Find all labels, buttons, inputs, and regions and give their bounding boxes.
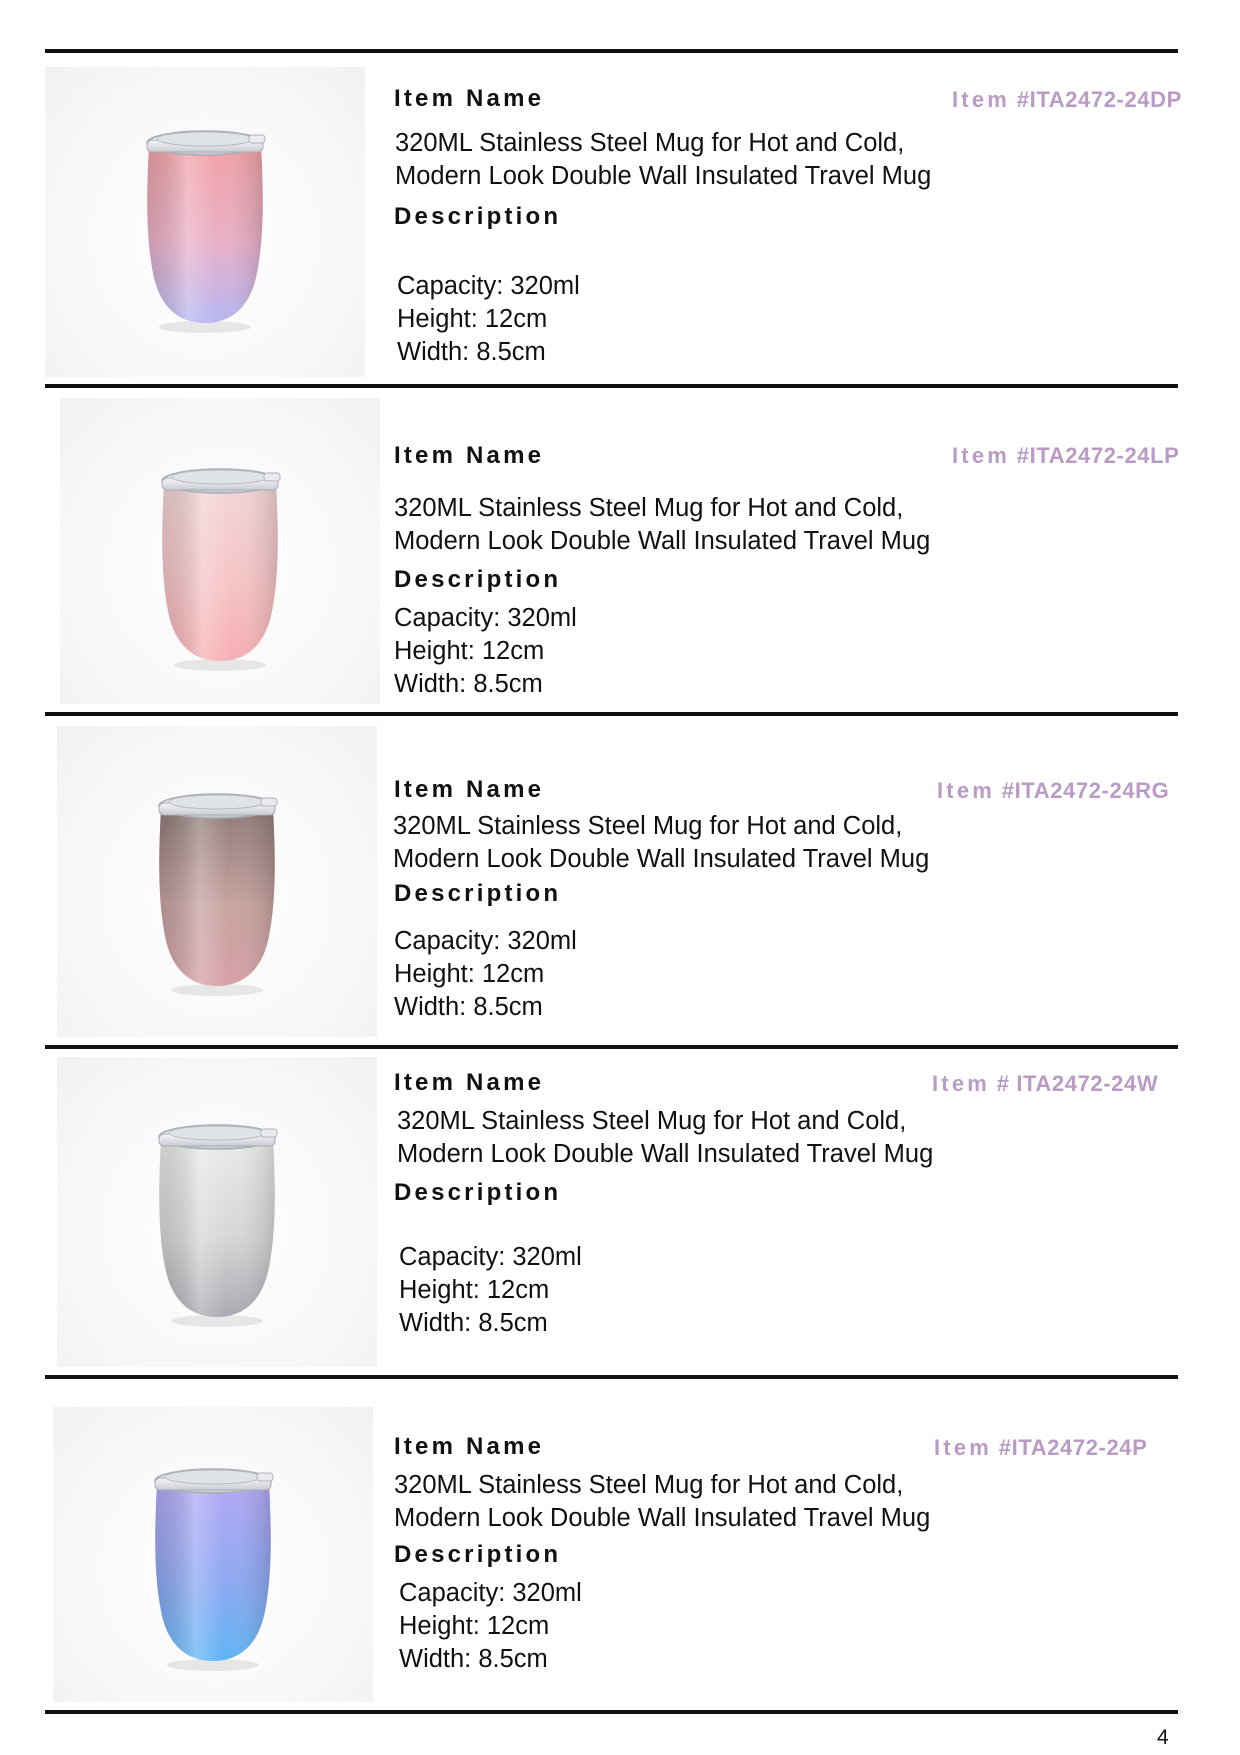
product-photo bbox=[60, 398, 380, 704]
product-name: 320ML Stainless Steel Mug for Hot and Cold, Modern Look Double Wall Insulated Travel Mug bbox=[394, 494, 931, 555]
mug-image bbox=[153, 1117, 281, 1329]
mug-image bbox=[149, 1461, 277, 1673]
mug-image bbox=[153, 786, 281, 998]
product-name: 320ML Stainless Steel Mug for Hot and Cold, Modern Look Double Wall Insulated Travel Mug bbox=[393, 812, 930, 873]
item-name-label: Item Name bbox=[394, 1069, 545, 1096]
product-entry bbox=[45, 1051, 1195, 1371]
item-name-label: Item Name bbox=[394, 1433, 545, 1460]
description-label: Description bbox=[394, 566, 562, 593]
divider-rule bbox=[45, 49, 1178, 53]
product-specs: Capacity: 320ml Height: 12cm Width: 8.5cm bbox=[399, 1243, 582, 1337]
product-photo bbox=[45, 67, 365, 377]
product-photo bbox=[57, 1057, 377, 1367]
divider-rule bbox=[45, 1375, 1178, 1379]
item-number: Item #ITA2472-24P bbox=[934, 1435, 1148, 1460]
divider-rule bbox=[45, 1710, 1178, 1714]
divider-rule bbox=[45, 384, 1178, 388]
item-number: Item # ITA2472-24W bbox=[932, 1071, 1159, 1096]
divider-rule bbox=[45, 1045, 1178, 1049]
description-label: Description bbox=[394, 880, 562, 907]
product-photo bbox=[57, 726, 377, 1037]
description-label: Description bbox=[394, 203, 562, 230]
mug-image bbox=[141, 123, 269, 335]
product-entry bbox=[45, 55, 1195, 380]
product-photo bbox=[53, 1407, 373, 1702]
product-specs: Capacity: 320ml Height: 12cm Width: 8.5cm bbox=[397, 272, 580, 366]
product-entry bbox=[45, 1381, 1195, 1706]
page-number: 4 bbox=[1157, 1726, 1169, 1749]
item-number: Item #ITA2472-24LP bbox=[952, 443, 1180, 468]
product-entry bbox=[45, 718, 1195, 1041]
item-name-label: Item Name bbox=[394, 442, 545, 469]
item-name-label: Item Name bbox=[394, 85, 545, 112]
product-name: 320ML Stainless Steel Mug for Hot and Cold, Modern Look Double Wall Insulated Travel Mug bbox=[395, 129, 932, 190]
item-number: Item #ITA2472-24RG bbox=[937, 778, 1170, 803]
product-entry bbox=[45, 390, 1195, 708]
product-specs: Capacity: 320ml Height: 12cm Width: 8.5cm bbox=[394, 927, 577, 1021]
divider-rule bbox=[45, 712, 1178, 716]
description-label: Description bbox=[394, 1179, 562, 1206]
product-specs: Capacity: 320ml Height: 12cm Width: 8.5cm bbox=[399, 1579, 582, 1673]
product-name: 320ML Stainless Steel Mug for Hot and Cold, Modern Look Double Wall Insulated Travel Mug bbox=[394, 1471, 931, 1532]
item-number: Item #ITA2472-24DP bbox=[952, 87, 1182, 112]
item-name-label: Item Name bbox=[394, 776, 545, 803]
product-name: 320ML Stainless Steel Mug for Hot and Cold, Modern Look Double Wall Insulated Travel Mug bbox=[397, 1107, 934, 1168]
product-specs: Capacity: 320ml Height: 12cm Width: 8.5cm bbox=[394, 604, 577, 698]
mug-image bbox=[156, 461, 284, 673]
description-label: Description bbox=[394, 1541, 562, 1568]
